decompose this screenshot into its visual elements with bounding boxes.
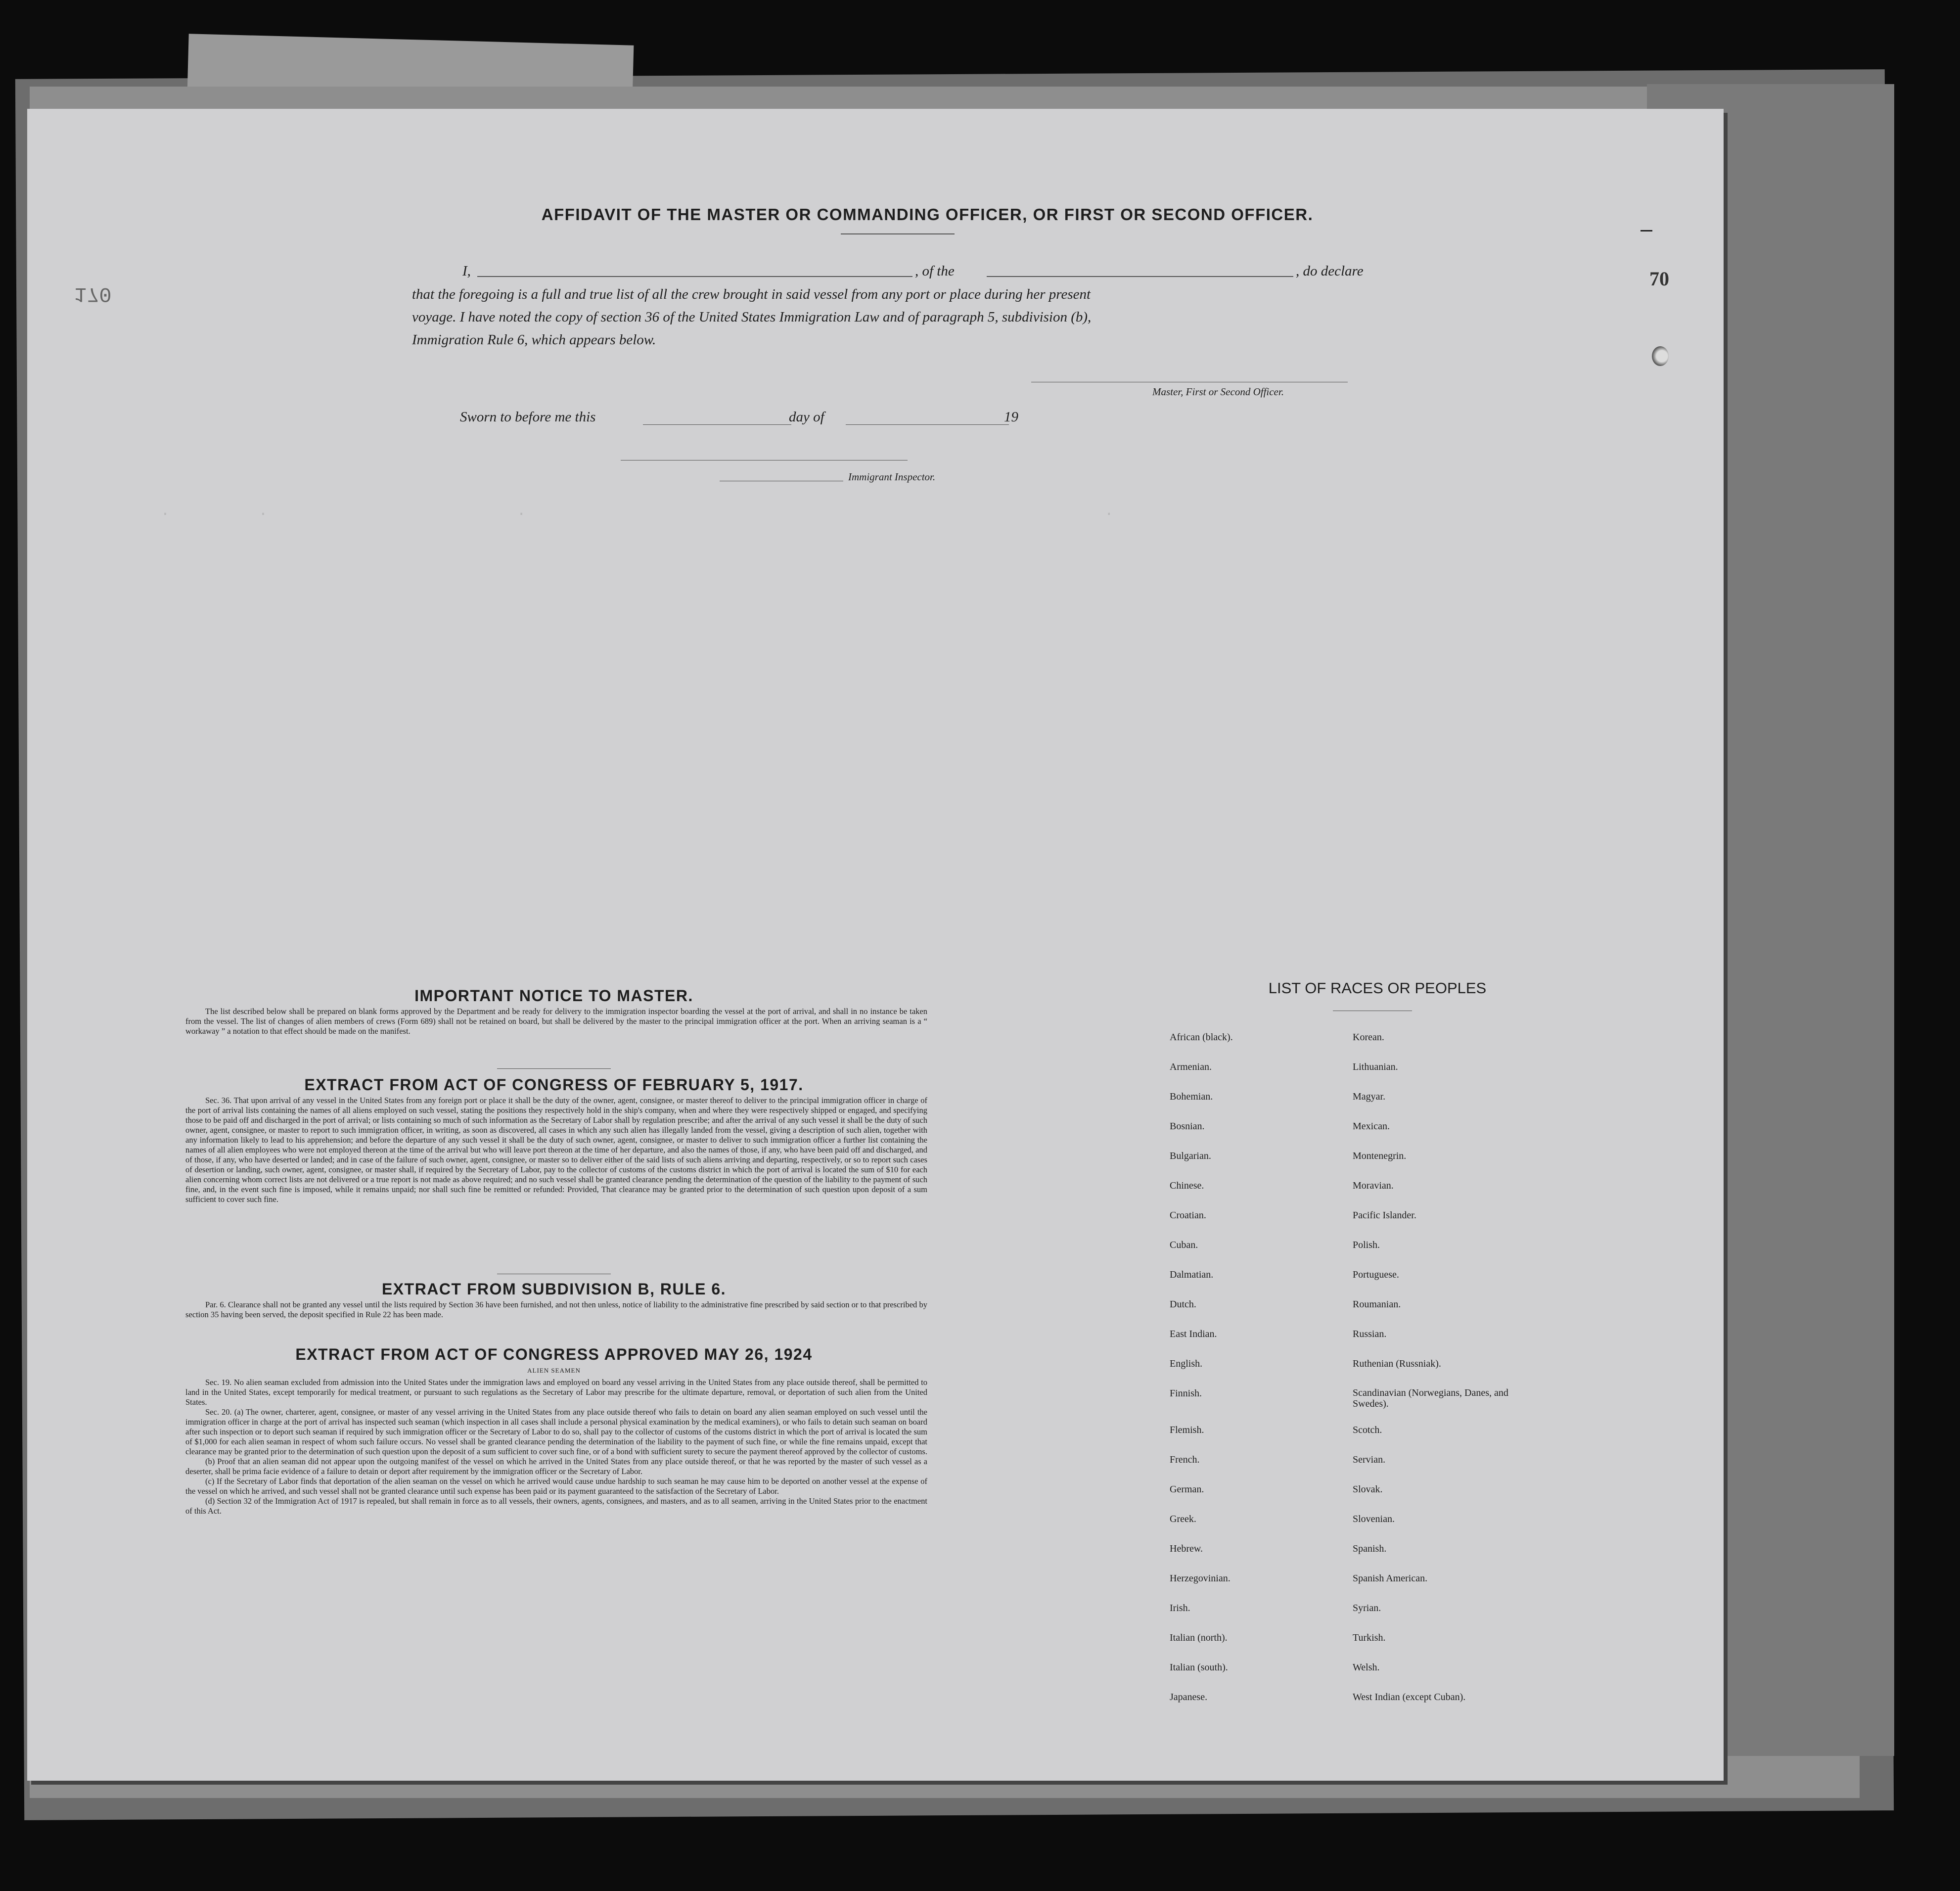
race-item: Italian (south). [1170,1662,1228,1673]
race-item: Italian (north). [1170,1632,1228,1643]
race-item: Dalmatian. [1170,1269,1214,1280]
race-item: Korean. [1353,1032,1384,1043]
extract-1924-para: (c) If the Secretary of Labor finds that deportation of the alien seaman on the vessel on which he arrived would cause undue hardship to such seaman he may cause him to be deported on another vessel at the expense of the vessel on which he arrived, and such vessel shall not be granted clearance until such expense has been paid or its payment guaranteed to the satisfaction of the Secretary of Labor. [185,1476,927,1496]
race-item: Greek. [1170,1514,1196,1524]
extract-1924-para: Sec. 20. (a) The owner, charterer, agent, consignee, or master of any vessel arriving in the United States from any place outside thereof who fails to detain on board any alien seaman employed on such vessel until the immigration officer in charge at the port of arrival has inspected such seaman (which inspection in all cases shall include a personal physical examination by the medical examiners), or who fails to detain such seaman on board after such inspection or to deport such seaman if required by such immigration officer or the Secretary of Labor to do so, shall pay to the collector of customs of the customs district in which the port of arrival is located the sum of $1,000 for each alien seaman in respect of whom such failure occurs. No vessel shall be granted clearance pending the determination of the liability to the payment of such fine, or while the fine remains unpaid, except that clearance may be granted prior to the determination of such question upon the deposit of a sum sufficient to cover such fine, or of a bond with sufficient surety to secure the payment thereof approved by the collector of customs. [185,1407,927,1456]
race-item: Russian. [1353,1329,1387,1339]
race-item: Croatian. [1170,1210,1206,1221]
bleed-through-text: · · · · [161,506,1114,523]
race-item: African (black). [1170,1032,1233,1043]
section-divider [497,1068,611,1069]
race-item: Magyar. [1353,1091,1386,1102]
race-item: Scandinavian (Norwegians, Danes, and Swedes). [1353,1387,1508,1409]
race-item: Bosnian. [1170,1121,1205,1132]
race-item: West Indian (except Cuban). [1353,1692,1466,1703]
extract-1917-body: Sec. 36. That upon arrival of any vessel in the United States from any foreign port or place it shall be the duty of the owner, agent, consignee, or master thereof to deliver to the principal immigration officer in charge of the port of arrival lists containing the names of all aliens employed on such vessel, stating the positions they respectively hold in the ship's company, when and where they were respectively shipped or engaged, and specifying those to be paid off and discharged in the port of arrival; or lists containing so much of such information as the Secretary of Labor shall by regulation prescribe; and after the arrival of any such vessel it shall be the duty of such owner, agent, consignee, or master to report to such immigration officer, in writing, as soon as discovered, all cases in which any such alien has illegally landed from the vessel, giving a description of such alien, together with any information likely to lead to his apprehension; and before the departure of any such vessel it shall be the duty of such owner, agent, consignee, or master to deliver to such immigration officer a further list containing the names of all alien employees who were not employed thereon at the time of the arrival but who will leave port thereon at the time of her departure, and also the names of those, if any, who have been paid off and discharged, and of those, if any, who have deserted or landed; and in case of the failure of such owner, agent, consignee, or master so to deliver either of the said lists of such aliens arriving and departing, respectively, or so to report such cases of desertion or landing, such owner, agent, consignee, or master shall, if required by the Secretary of Labor, pay to the collector of customs of the customs district in which the port of arrival is located the sum of $10 for each alien concerning whom correct lists are not delivered or a true report is not made as above required; and no such vessel shall be granted clearance pending the determination of the question of the liability to the payment of such fine, and, in the event such fine is imposed, while it remains unpaid; nor shall such fine be remitted or refunded: Provided, That clearance may be granted prior to the determination of such question upon deposit of a sum sufficient to cover such fine. [185,1096,927,1204]
race-item: Finnish. [1170,1388,1202,1399]
extract-1924-body [185,1378,927,1516]
race-item: Spanish American. [1353,1573,1428,1584]
affidavit-page [27,109,1724,1781]
extract-1917-title: EXTRACT FROM ACT OF CONGRESS OF FEBRUARY 5, 1917. [304,1076,804,1094]
name-blank[interactable] [477,276,912,277]
extract-1924-subtitle: ALIEN SEAMEN [527,1367,581,1374]
sworn-day-blank[interactable] [643,424,791,425]
margin-number-right: 70 [1649,268,1669,290]
master-signature-label: Master, First or Second Officer. [1152,386,1284,398]
affidavit-title: AFFIDAVIT OF THE MASTER OR COMMANDING OFFICER, OR FIRST OR SECOND OFFICER. [541,205,1314,224]
race-item: Cuban. [1170,1240,1198,1250]
race-item: Servian. [1353,1454,1386,1465]
extract-1924-para: (b) Proof that an alien seaman did not appear upon the outgoing manifest of the vessel on which he arrived in the United States from any place outside thereof, or that he was reported by the master of such vessel as a deserter, shall be prima facie evidence of a failure to detain or deport after requirement by the immigration officer or the Secretary of Labor. [185,1457,927,1476]
race-item: Polish. [1353,1240,1380,1250]
race-item: English. [1170,1358,1203,1369]
notice-title: IMPORTANT NOTICE TO MASTER. [414,987,693,1005]
notice-body: The list described below shall be prepared on blank forms approved by the Department and be ready for delivery to the immigration inspector boarding the vessel at the port of arrival, and shall in no instance be taken from the vessel. The list of changes of alien members of crews (Form 689) shall not be retained on board, but shall be delivered by the master to the principal immigration officer at the port. When an arriving seaman is a “ workaway ” a notation to that effect should be made on the manifest. [185,1007,927,1036]
race-item: Pacific Islander. [1353,1210,1416,1221]
race-item: East Indian. [1170,1329,1217,1339]
subdivision-title: EXTRACT FROM SUBDIVISION B, RULE 6. [381,1280,727,1298]
sworn-year: 19 [1004,409,1018,425]
affidavit-do-declare: , do declare [1296,263,1364,279]
affidavit-line-3: voyage. I have noted the copy of section 36 of the United States Immigration Law and of paragraph 5, subdivision (b), [412,309,1092,325]
races-title: LIST OF RACES OR PEOPLES [1268,979,1487,997]
extract-1924-para: (d) Section 32 of the Immigration Act of 1917 is repealed, but shall remain in force as to all vessels, their owners, agents, consignees, and masters, and as to all seamen, arriving in the United States prior to the enactment of this Act. [185,1496,927,1516]
sworn-month-blank[interactable] [846,424,1009,425]
race-item: Chinese. [1170,1180,1204,1191]
race-item: Scotch. [1353,1425,1382,1435]
race-item: Lithuanian. [1353,1061,1398,1072]
subdivision-body: Par. 6. Clearance shall not be granted any vessel until the lists required by Section 36 have been furnished, and not then unless, notice of liability to the administrative fine prescribed by said section or to that prescribed by section 35 having been served, the deposit specified in Rule 22 has been made. [185,1300,927,1319]
race-item: Ruthenian (Russniak). [1353,1358,1441,1369]
race-item: Hebrew. [1170,1543,1203,1554]
race-item: German. [1170,1484,1204,1495]
sworn-text: Sworn to before me this [460,409,596,425]
affidavit-i: I, [462,263,471,279]
race-item: Slovenian. [1353,1514,1395,1524]
vessel-blank[interactable] [987,276,1293,277]
race-item: Bohemian. [1170,1091,1213,1102]
race-item: French. [1170,1454,1200,1465]
title-divider [841,233,955,234]
margin-number-left: 170 [74,282,112,306]
race-item: Herzegovinian. [1170,1573,1231,1584]
race-item: Bulgarian. [1170,1151,1211,1161]
race-item: Japanese. [1170,1692,1208,1703]
day-of-text: day of [789,409,824,425]
race-item: Mexican. [1353,1121,1390,1132]
race-item: Welsh. [1353,1662,1380,1673]
affidavit-line-2: that the foregoing is a full and true list of all the crew brought in said vessel from any port or place during her present [412,286,1091,302]
affidavit-line-4: Immigration Rule 6, which appears below. [412,332,656,348]
race-item: Portuguese. [1353,1269,1399,1280]
race-item: Armenian. [1170,1061,1212,1072]
race-item: Syrian. [1353,1603,1381,1614]
race-item: Roumanian. [1353,1299,1401,1310]
race-item: Dutch. [1170,1299,1196,1310]
race-item: Moravian. [1353,1180,1394,1191]
affidavit-of-the: , of the [915,263,955,279]
race-item: Slovak. [1353,1484,1383,1495]
race-item: Flemish. [1170,1425,1204,1435]
race-item: Turkish. [1353,1632,1386,1643]
race-item: Irish. [1170,1603,1190,1614]
race-item: Spanish. [1353,1543,1387,1554]
margin-tick-mark [1641,230,1652,231]
extract-1924-para: Sec. 19. No alien seaman excluded from admission into the United States under the immigration laws and employed on board any vessel arriving in the United States from any place outside thereof, shall be permitted to land in the United States, except temporarily for medical treatment, or pursuant to such regulations as the Secretary of Labor may prescribe for the ultimate departure, removal, or deportation of such alien from the United States. [185,1378,927,1407]
inspector-signature-line[interactable] [621,460,908,461]
extract-1924-title: EXTRACT FROM ACT OF CONGRESS APPROVED MAY 26, 1924 [295,1345,813,1363]
punch-hole [1652,346,1669,366]
race-item: Montenegrin. [1353,1151,1407,1161]
inspector-label: Immigrant Inspector. [848,471,936,483]
